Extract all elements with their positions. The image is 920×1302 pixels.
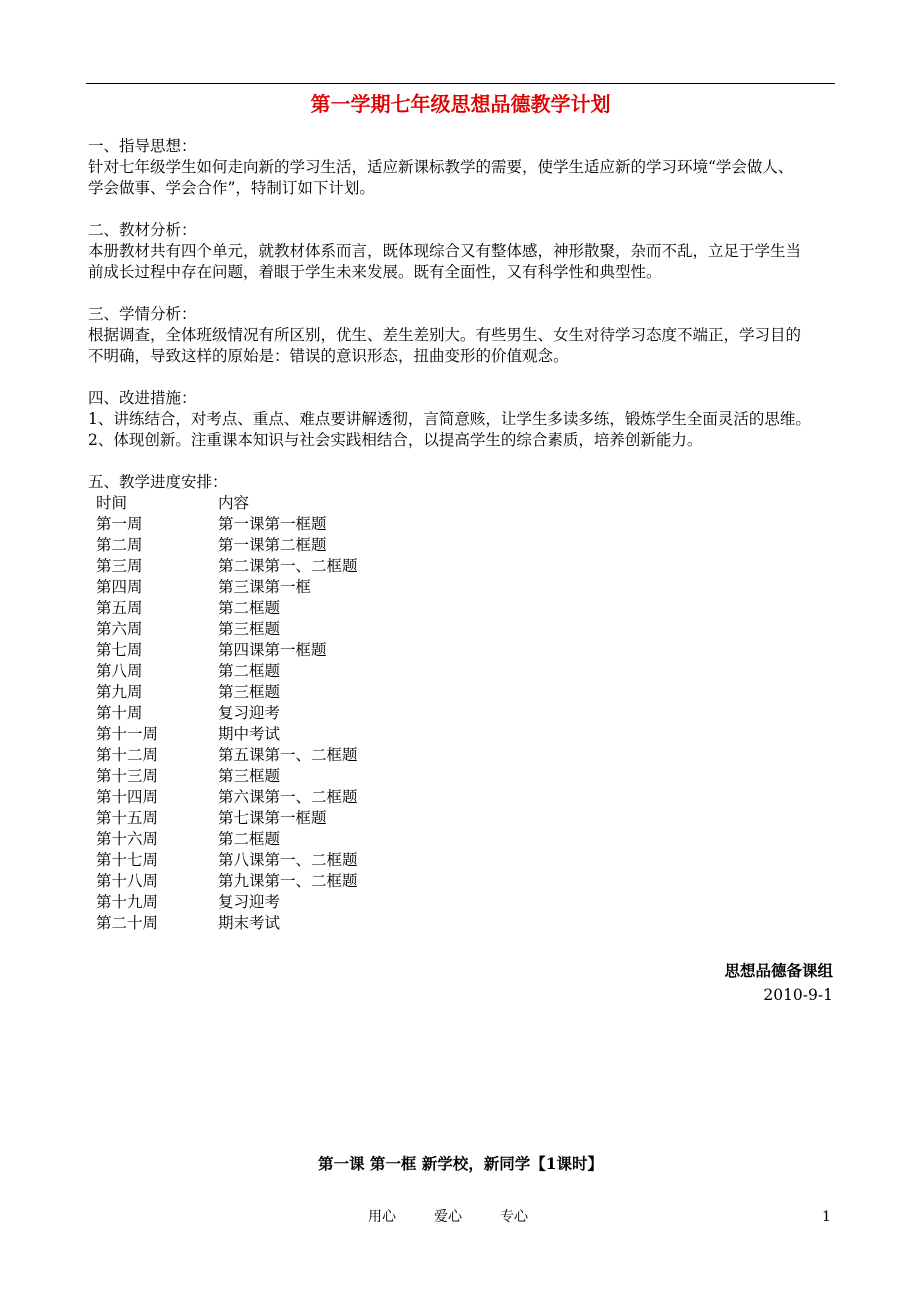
schedule-topic: 第七课第一框题	[218, 809, 327, 827]
paragraph-line: 不明确，导致这样的原始是：错误的意识形态，扭曲变形的价值观念。	[88, 347, 569, 365]
schedule-table	[96, 493, 358, 934]
schedule-week: 第十八周	[96, 872, 159, 890]
schedule-topic: 第三框题	[218, 767, 281, 785]
schedule-row	[96, 766, 358, 787]
schedule-week: 第十二周	[96, 746, 159, 764]
document-body	[88, 136, 838, 934]
schedule-row	[96, 745, 358, 766]
schedule-week: 第十九周	[96, 893, 159, 911]
paragraph-line: 1、讲练结合，对考点、重点、难点要讲解透彻，言简意赅，让学生多读多练，锻炼学生全面灵活的思维。	[88, 410, 811, 428]
schedule-row	[96, 598, 358, 619]
schedule-week: 第十六周	[96, 830, 159, 848]
schedule-week: 第八周	[96, 662, 143, 680]
schedule-row	[96, 724, 358, 745]
schedule-topic: 复习迎考	[218, 893, 281, 911]
page-number: 1	[822, 1209, 831, 1225]
paragraph-line: 学会做事、学会合作”，特制订如下计划。	[88, 179, 375, 197]
lesson-title: 第一课 第一框 新学校，新同学【1课时】	[317, 1154, 604, 1173]
schedule-topic: 第三框题	[218, 620, 281, 638]
schedule-week: 第二十周	[96, 914, 159, 932]
paragraph-line: 根据调查，全体班级情况有所区别，优生、差生差别大。有些男生、女生对待学习态度不端正，学习目的	[88, 326, 802, 344]
schedule-week: 第十周	[96, 704, 143, 722]
header-rule	[86, 83, 835, 84]
section-heading-students: 三、学情分析：	[88, 305, 197, 323]
schedule-header-content: 内容	[218, 494, 250, 512]
schedule-row	[96, 535, 358, 556]
schedule-week: 第五周	[96, 599, 143, 617]
section-heading-schedule: 五、教学进度安排：	[88, 473, 228, 491]
signature-block	[724, 959, 833, 1007]
schedule-row	[96, 703, 358, 724]
schedule-week: 第十三周	[96, 767, 159, 785]
schedule-topic: 第五课第一、二框题	[218, 746, 358, 764]
schedule-week: 第十七周	[96, 851, 159, 869]
schedule-week: 第九周	[96, 683, 143, 701]
schedule-row	[96, 829, 358, 850]
schedule-row	[96, 682, 358, 703]
schedule-row	[96, 577, 358, 598]
schedule-week: 第一周	[96, 515, 143, 533]
schedule-topic: 第三课第一框	[218, 578, 312, 596]
schedule-week: 第四周	[96, 578, 143, 596]
schedule-topic: 第九课第一、二框题	[218, 872, 358, 890]
schedule-topic: 第八课第一、二框题	[218, 851, 358, 869]
schedule-row	[96, 808, 358, 829]
signature-date: 2010-9-1	[763, 986, 833, 1004]
paragraph-line: 前成长过程中存在问题，着眼于学生未来发展。既有全面性，又有科学性和典型性。	[88, 263, 662, 281]
schedule-topic: 复习迎考	[218, 704, 281, 722]
schedule-week: 第二周	[96, 536, 143, 554]
schedule-row	[96, 787, 358, 808]
schedule-row	[96, 892, 358, 913]
schedule-week: 第十四周	[96, 788, 159, 806]
schedule-topic: 期末考试	[218, 914, 281, 932]
paragraph-line: 本册教材共有四个单元，就教材体系而言，既体现综合又有整体感，神形散聚，杂而不乱，立足于学生当	[88, 242, 802, 260]
schedule-week: 第十五周	[96, 809, 159, 827]
signature-group: 思想品德备课组	[724, 961, 833, 980]
paragraph-line: 针对七年级学生如何走向新的学习生活，适应新课标教学的需要，使学生适应新的学习环境“学会做人、	[88, 158, 794, 176]
schedule-week: 第七周	[96, 641, 143, 659]
schedule-header-row	[96, 493, 358, 514]
schedule-week: 第六周	[96, 620, 143, 638]
footer-motto-item: 用心	[368, 1209, 396, 1225]
schedule-header-time: 时间	[96, 494, 128, 512]
schedule-topic: 第三框题	[218, 683, 281, 701]
schedule-row	[96, 850, 358, 871]
schedule-row	[96, 913, 358, 934]
schedule-topic: 第二课第一、二框题	[218, 557, 358, 575]
footer-motto-item: 专心	[500, 1209, 528, 1225]
schedule-row	[96, 661, 358, 682]
section-heading-guiding: 一、指导思想：	[88, 137, 197, 155]
schedule-topic: 期中考试	[218, 725, 281, 743]
section-heading-textbook: 二、教材分析：	[88, 221, 197, 239]
section-heading-measures: 四、改进措施：	[88, 389, 197, 407]
page-footer	[0, 1206, 920, 1228]
schedule-week: 第十一周	[96, 725, 159, 743]
document-title: 第一学期七年级思想品德教学计划	[310, 92, 611, 116]
schedule-row	[96, 871, 358, 892]
schedule-topic: 第六课第一、二框题	[218, 788, 358, 806]
paragraph-line: 2、体现创新。注重课本知识与社会实践相结合，以提高学生的综合素质，培养创新能力。	[88, 431, 703, 449]
schedule-topic: 第二框题	[218, 599, 281, 617]
schedule-row	[96, 556, 358, 577]
footer-motto	[368, 1206, 566, 1228]
schedule-topic: 第一课第一框题	[218, 515, 327, 533]
schedule-row	[96, 640, 358, 661]
schedule-topic: 第一课第二框题	[218, 536, 327, 554]
schedule-topic: 第二框题	[218, 662, 281, 680]
schedule-topic: 第二框题	[218, 830, 281, 848]
schedule-row	[96, 619, 358, 640]
schedule-topic: 第四课第一框题	[218, 641, 327, 659]
footer-motto-item: 爱心	[434, 1209, 462, 1225]
schedule-week: 第三周	[96, 557, 143, 575]
schedule-row	[96, 514, 358, 535]
